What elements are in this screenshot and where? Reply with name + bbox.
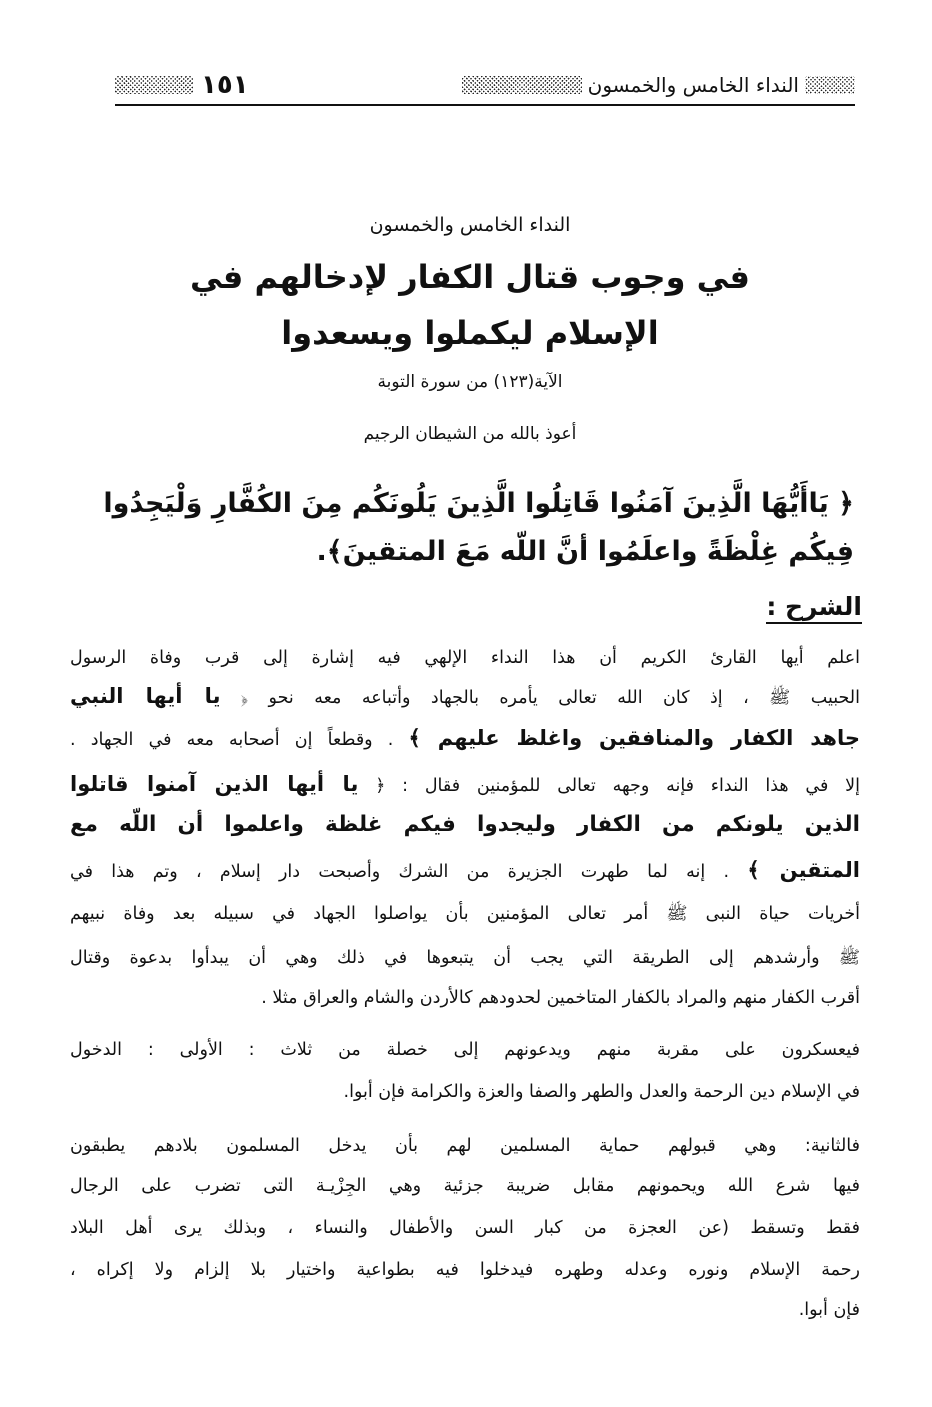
- paragraph-line: [70, 684, 860, 712]
- quoted-verse-run: يا أيها النبي: [70, 684, 221, 708]
- paragraph-line: [70, 772, 860, 796]
- ayah-reference: الآية(١٢٣) من سورة التوبة: [377, 372, 563, 392]
- paragraph-line: فيعسكرون على مقربة منهم ويدعونهم إلى خصلة من ثلاث : الأولى : الدخول: [70, 1040, 860, 1060]
- quoted-verse-run: يا أيها الذين آمنوا قاتلوا: [70, 772, 359, 796]
- text-run: . إنه لما طهرت الجزيرة من الشرك وأصبحت دار إسلام ، وتم هذا في: [70, 862, 730, 882]
- paragraph-line: أخريات حياة النبى ﷺ أمر تعالى المؤمنين بأن يواصلوا الجهاد في سبيله بعد وفاة نبيهم: [70, 904, 860, 924]
- paragraph-line: فيها شرع الله ويحمونهم مقابل ضريبة جزئية وهي الجِزْيـة التى تضرب على الرجال: [70, 1176, 860, 1196]
- paragraph-line: رحمة الإسلام ونوره وعدله وطهره فيدخلوا فيه بطواعية واختيار بلا إلزام ولا إكراه ،: [70, 1260, 860, 1280]
- text-run: . وقطعاً إن أصحابه معه في الجهاد .: [70, 730, 394, 750]
- quran-verse-line-1: ﴿ يَاأَيُّهَا الَّذِينَ آمَنُوا قَاتِلُوا الَّذِينَ يَلُونَكُم مِنَ الكُفَّارِ وَلْيَجِدُوا: [103, 488, 854, 519]
- header-ornament-right: [805, 76, 855, 94]
- quoted-verse-run: جاهد الكفار والمنافقين واغلظ عليهم ﴾: [408, 726, 860, 750]
- header-page-number-group: [115, 70, 249, 100]
- quran-verse-line-2: فِيكُم غِلْظَةً واعلَمُوا أنَّ اللّه مَعَ المتقينَ﴾.: [316, 536, 854, 567]
- header-ornament-middle: [462, 76, 582, 94]
- paragraph-line: الذين يلونكم من الكفار وليجدوا فيكم غلظة واعلموا أن اللّه مع: [70, 812, 860, 837]
- explanation-heading: الشرح :: [766, 592, 862, 624]
- taawwudh-line: أعوذ بالله من الشيطان الرجيم: [363, 424, 577, 444]
- paragraph-line: [70, 726, 860, 750]
- header-ornament-left: [115, 76, 193, 94]
- chapter-title-line-1: في وجوب قتال الكفار لإدخالهم في: [190, 258, 750, 296]
- paragraph-line: اعلم أيها القارئ الكريم أن هذا النداء الإلهي فيه إشارة إلى قرب وفاة الرسول: [70, 648, 860, 668]
- header-rule: [115, 104, 855, 106]
- running-header: [115, 66, 855, 104]
- paragraph-line: [70, 858, 860, 882]
- paragraph-line: في الإسلام دين الرحمة والعدل والطهر والصفا والعزة والكرامة فإن أبوا.: [343, 1082, 860, 1102]
- quoted-verse-run: المتقين ﴾: [747, 858, 860, 882]
- paragraph-line: فإن أبوا.: [798, 1300, 860, 1320]
- section-number-title: النداء الخامس والخمسون: [369, 214, 571, 236]
- page-number: ١٥١: [201, 70, 249, 100]
- header-title-group: [462, 73, 855, 97]
- text-run: الحبيب ﷺ ، إذ كان الله تعالى يأمره بالجهاد وأتباعه معه نحو ﴿: [240, 688, 860, 708]
- header-title: النداء الخامس والخمسون: [587, 73, 799, 97]
- paragraph-line: أقرب الكفار منهم والمراد بالكفار المتاخمين لحدودهم كالأردن والشام والعراق مثلا .: [261, 988, 860, 1008]
- chapter-title-line-2: الإسلام ليكملوا ويسعدوا: [281, 314, 659, 352]
- paragraph-line: ﷺ وأرشدهم إلى الطريقة التي يجب أن يتبعوها في ذلك وهي أن يبدأوا بدعوة وقتال: [70, 948, 860, 968]
- paragraph-line: فقط وتسقط (عن العجزة من كبار السن والأطفال والنساء ، وبذلك يرى أهل البلاد: [70, 1218, 860, 1238]
- text-run: إلا في هذا النداء فإنه وجهه تعالى للمؤمنين فقال : ﴿: [375, 776, 860, 796]
- paragraph-line: فالثانية: وهي قبولهم حماية المسلمين لهم بأن يدخل المسلمون بلادهم يطبقون: [70, 1136, 860, 1156]
